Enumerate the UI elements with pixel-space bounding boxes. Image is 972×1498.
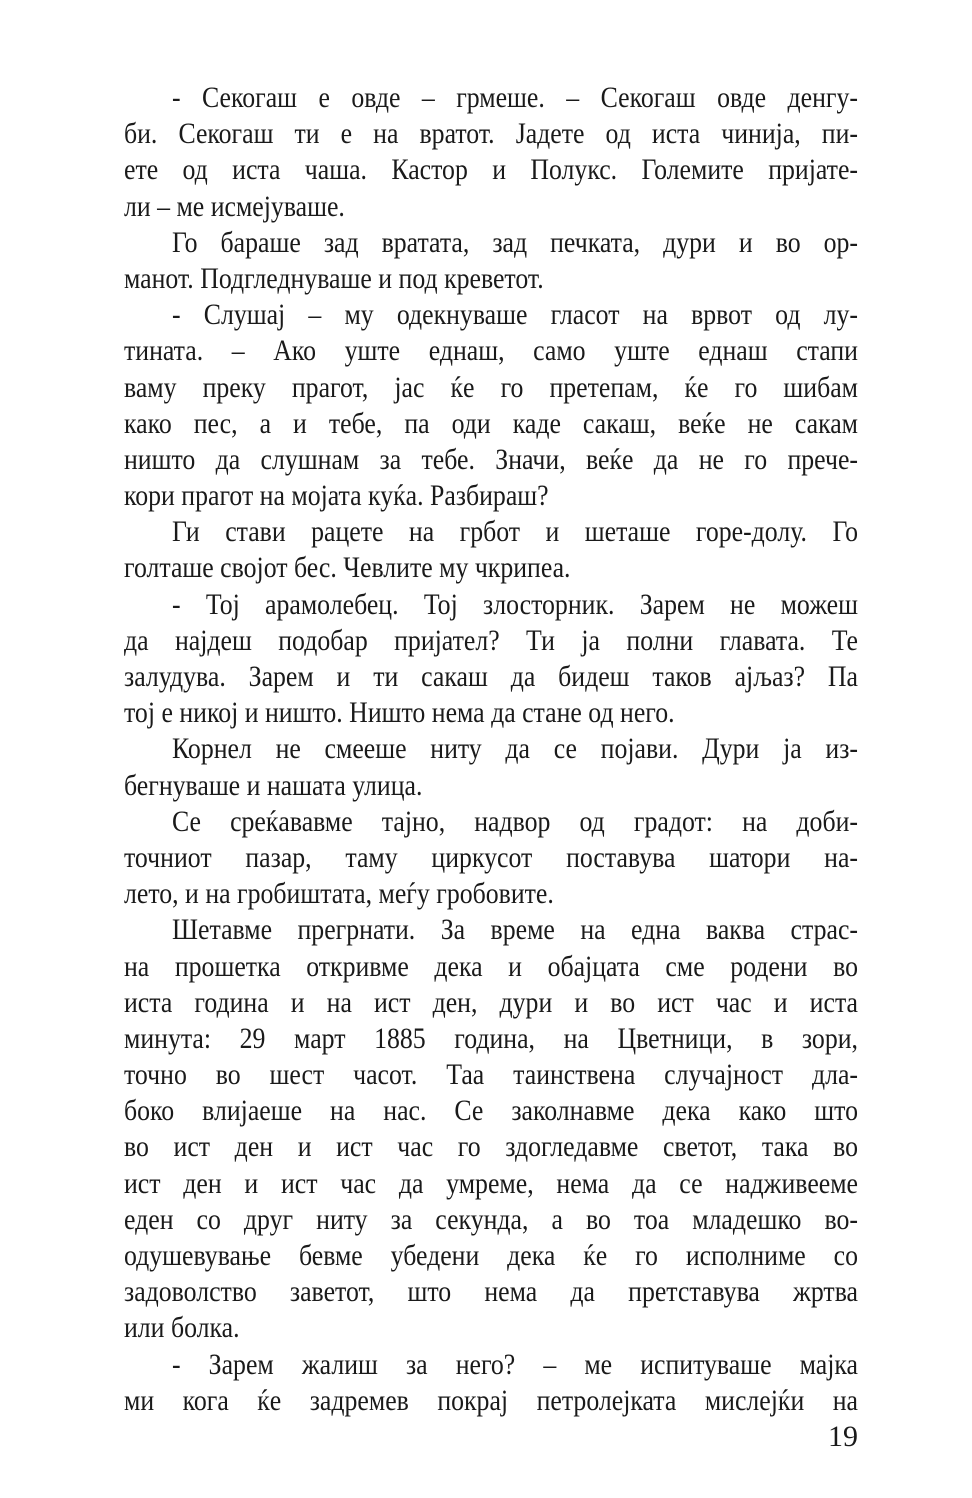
text-line: одушевување бевме убедени дека ќе го исполниме со <box>124 1239 858 1272</box>
book-page-text <box>124 80 858 1419</box>
text-line: на прошетка откривме дека и обајцата сме родени во <box>124 949 858 983</box>
text-line: еден со друг ниту за секунда, а во тоа младешко во- <box>124 1202 858 1236</box>
text-line: залудува. Зарем и ти сакаш да бидеш таков ајљаз? Па <box>124 660 858 693</box>
text-line: Се среќававме тајно, надвор од градот: на доби- <box>171 804 858 838</box>
text-line: Шетавме прегрнати. За време на една ваква страс- <box>171 913 858 947</box>
text-line: ништо да слушнам за тебе. Значи, веќе да не го прече- <box>124 442 858 476</box>
text-line: во ист ден и ист час го здогледавме светот, така во <box>124 1130 858 1164</box>
text-line: голташе својот бес. Чевлите му чкрипеа. <box>124 551 571 585</box>
text-line: тој е никој и ништо. Ништо нема да стане од него. <box>124 696 675 730</box>
text-line: ете од иста чаша. Кастор и Полукс. Големите пријате- <box>124 153 858 187</box>
text-line: или болка. <box>124 1311 240 1345</box>
text-line: ми кога ќе задремев покрај петролејката мислејќи на <box>124 1383 858 1417</box>
paragraph-4 <box>124 514 858 586</box>
text-line: ваму преку прагот, јас ќе го претепам, ќе го шибам <box>124 370 858 404</box>
text-line: ист ден и ист час да умреме, нема да се надживееме <box>124 1166 858 1200</box>
paragraph-2 <box>124 225 858 297</box>
text-line: минута: 29 март 1885 година, на Цветници, в зори, <box>124 1021 858 1055</box>
text-line: да најдеш подобар пријател? Ти ја полни главата. Те <box>124 623 858 657</box>
paragraph-5 <box>124 587 858 732</box>
paragraph-1 <box>124 80 858 225</box>
text-line: точно во шест часот. Таа таинствена случајност дла- <box>124 1058 858 1092</box>
text-line: лето, и на гробиштата, меѓу гробовите. <box>124 877 554 911</box>
text-line: задоволство заветот, што нема да претставува жртва <box>124 1275 858 1309</box>
page-number: 19 <box>828 1420 858 1453</box>
text-line: боко влијаеше на нас. Се заколнавме дека како што <box>124 1094 858 1128</box>
text-line: - Тој арамолебец. Тој злосторник. Зарем не можеш <box>171 587 858 621</box>
text-line: - Слушај – му одекнуваше гласот на врвот од лу- <box>171 298 858 332</box>
text-line: Корнел не смееше ниту да се појави. Дури ја из- <box>171 732 858 766</box>
text-line: бегнуваше и нашата улица. <box>124 768 423 802</box>
text-line: ли – ме исмејуваше. <box>124 189 345 223</box>
paragraph-7 <box>124 804 858 913</box>
text-line: би. Секогаш ти е на вратот. Јадете од иста чинија, пи- <box>124 117 858 151</box>
text-line: - Зарем жалиш за него? – ме испитуваше мајка <box>171 1347 858 1381</box>
paragraph-6 <box>124 731 858 803</box>
paragraph-9 <box>124 1347 858 1419</box>
text-line: Го бараше зад вратата, зад печката, дури и во ор- <box>171 225 858 259</box>
paragraph-3 <box>124 297 858 514</box>
text-line: Ги стави рацете на грбот и шеташе горе-долу. Го <box>171 515 858 549</box>
paragraph-8 <box>124 912 858 1346</box>
text-line: - Секогаш е овде – грмеше. – Секогаш овде денгу- <box>171 81 858 114</box>
text-line: манот. Подгледнуваше и под креветот. <box>124 261 544 295</box>
text-line: тината. – Ако уште еднаш, само уште еднаш стапи <box>124 334 858 368</box>
text-line: иста година и на ист ден, дури и во ист час и иста <box>124 985 858 1019</box>
text-line: кори прагот на мојата куќа. Разбираш? <box>124 479 549 513</box>
text-line: точниот пазар, таму циркусот поставува шатори на- <box>124 840 858 874</box>
text-line: како пес, а и тебе, па оди каде сакаш, веќе не сакам <box>124 406 858 440</box>
